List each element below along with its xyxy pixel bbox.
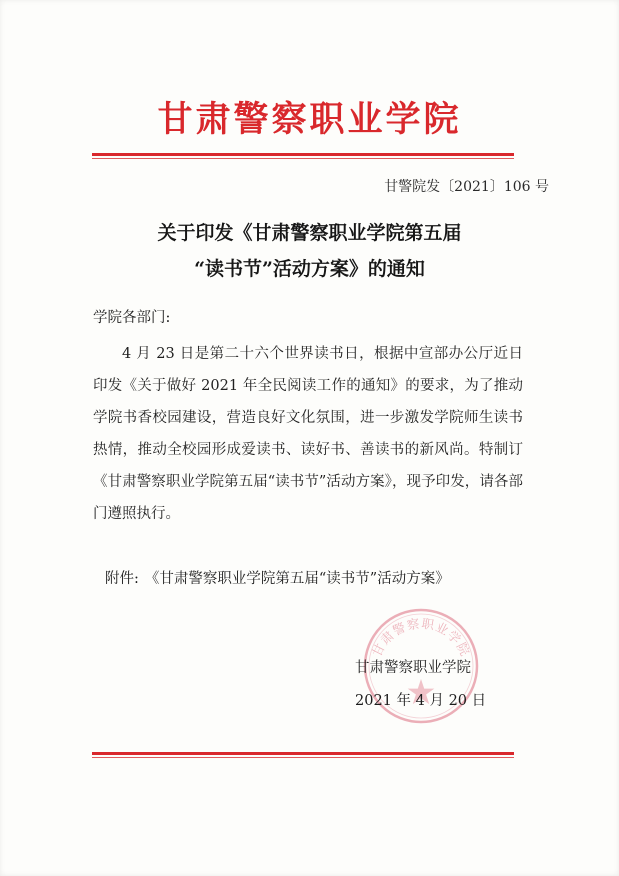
attachment-title: 《甘肃警察职业学院第五届“读书节”活动方案》 bbox=[144, 571, 450, 587]
signature-date: 2021 年 4 月 20 日 bbox=[355, 693, 487, 709]
seal-text: 甘肃警察职业学院 bbox=[368, 615, 474, 659]
header-red-divider bbox=[92, 153, 514, 156]
institution-header-title: 甘肃警察职业学院 bbox=[157, 99, 462, 140]
document-number: 甘警院发〔2021〕106 号 bbox=[384, 179, 549, 195]
signature-organization: 甘肃警察职业学院 bbox=[355, 660, 471, 676]
attachment-line bbox=[105, 567, 450, 588]
footer-red-divider bbox=[92, 752, 514, 755]
notice-title-line-2: “读书节”活动方案》的通知 bbox=[194, 258, 425, 280]
salutation: 学院各部门: bbox=[93, 310, 171, 326]
attachment-label: 附件: bbox=[105, 571, 139, 587]
notice-body-paragraph: 4 月 23 日是第二十六个世界读书日，根据中宣部办公厅近日印发《关于做好 2021 年全民阅读工作的通知》的要求，为了推动学院书香校园建设，营造良好文化氛围，进一步激发学院师生读书热情，推动全校园形成爱读书、读好书、善读书的新风尚。特制订《甘肃警察职业学院第五届“读书节”活动方案》，现予印发，请各部门遵照执行。 bbox=[93, 346, 523, 522]
notice-title-line-1: 关于印发《甘肃警察职业学院第五届 bbox=[157, 222, 462, 244]
